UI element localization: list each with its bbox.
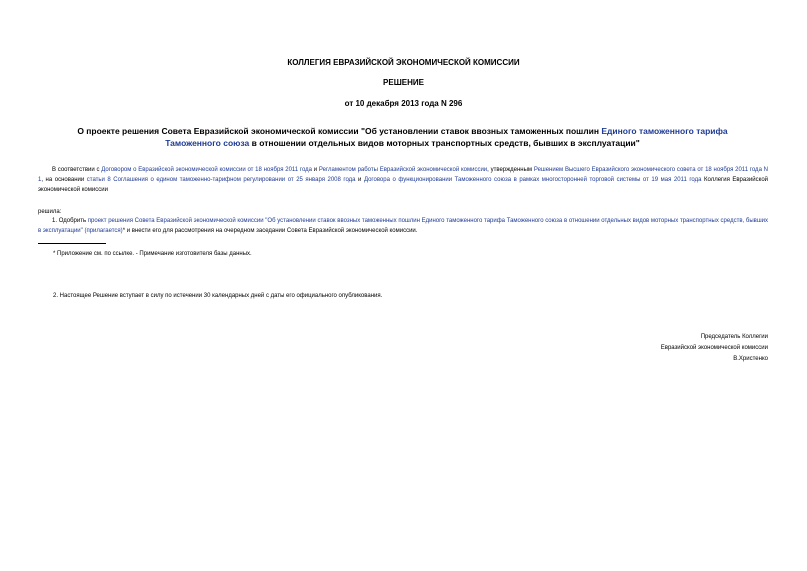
treaty-link[interactable]: Договором о Евразийской экономической комиссии от 18 ноября 2011 года: [101, 167, 313, 173]
preamble-text-6: Коллегия Евразийской экономической комиссии: [38, 177, 769, 193]
preamble-text-4: , на основании: [41, 177, 87, 183]
supreme-council-decision-link[interactable]: Решением Высшего Евразийского экономического совета от 18 ноября 2011 года N 1: [38, 167, 769, 183]
title-tariff-link[interactable]: Единого таможенного тарифа Таможенного союза: [165, 126, 728, 148]
customs-union-treaty-link[interactable]: Договора о функционировании Таможенного союза в рамках многосторонней торговой системы от 19 мая 2011 года: [363, 177, 702, 183]
agreement-article-link[interactable]: статьи 8 Соглашения о едином таможенно-тарифном регулировании от 25 января 2008 года: [86, 177, 356, 183]
preamble-text-2: и: [312, 167, 319, 173]
item-1-text-1: 1. Одобрить: [52, 218, 88, 224]
signature-name: В.Христенко: [733, 356, 768, 362]
signature-organization: Евразийской экономической комиссии: [660, 345, 768, 351]
signature-block: [560, 332, 768, 365]
item-2-paragraph: 2. Настоящее Решение вступает в силу по истечении 30 календарных дней с даты его официального опубликования.: [53, 293, 383, 299]
preamble-text-3: , утвержденным: [487, 167, 534, 173]
preamble-text-1: В соответствии с: [52, 167, 102, 173]
item-1-paragraph: [38, 216, 768, 236]
date-number-heading: от 10 декабря 2013 года N 296: [344, 99, 463, 108]
title-text-2: в отношении отдельных видов моторных транспортных средств, бывших в эксплуатации": [249, 138, 640, 148]
preamble-text-5: и: [355, 177, 364, 183]
regulations-link[interactable]: Регламентом работы Евразийской экономической комиссии: [318, 167, 488, 173]
draft-decision-link[interactable]: проект решения Совета Евразийской экономической комиссии "Об установлении ставок ввозных таможенных пошлин Единого таможенного тарифа Таможенного союза в отношении отдельных видов моторных транспортных средств, бывших в эксплуатации" (прилагается): [38, 218, 768, 234]
doc-type-heading: РЕШЕНИЕ: [383, 78, 424, 87]
document-title: [50, 125, 755, 149]
footnote-divider: [38, 243, 106, 244]
signature-position: Председатель Коллегии: [700, 334, 768, 340]
org-heading: КОЛЛЕГИЯ ЕВРАЗИЙСКОЙ ЭКОНОМИЧЕСКОЙ КОМИССИИ: [287, 58, 520, 67]
preamble-paragraph: [38, 165, 768, 195]
item-1-text-2: * и внести его для рассмотрения на очередном заседании Совета Евразийской экономической комиссии.: [122, 228, 418, 234]
decided-label: решила:: [38, 209, 62, 215]
title-text-1: О проекте решения Совета Евразийской экономической комиссии "Об установлении ставок ввозных таможенных пошлин: [77, 126, 602, 136]
footnote: * Приложение см. по ссылке. - Примечание изготовителя базы данных.: [53, 251, 252, 257]
